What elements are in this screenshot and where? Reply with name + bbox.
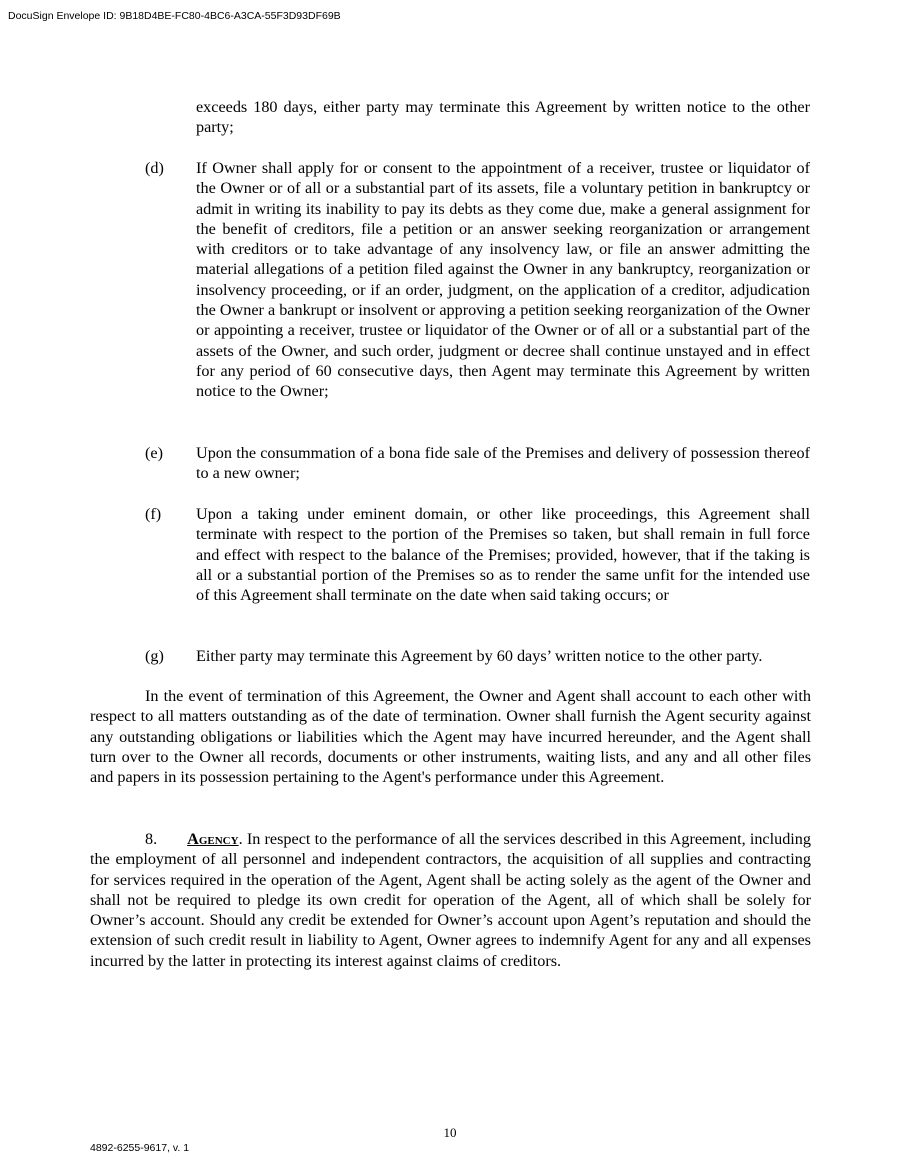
clause-letter: (f): [145, 505, 162, 523]
document-id: 4892-6255-9617, v. 1: [90, 1142, 190, 1154]
clause-text: If Owner shall apply for or consent to the appointment of a receiver, trustee or liquidator of the Owner or of all or a substantial part of its assets, file a voluntary petition in bankruptcy or admit in writing its inability to pay its debts as they come due, make a general assignment for the benefit of creditors, file a petition or an answer seeking reorganization or arrangement with creditors or to take advantage of any insolvency law, or file an answer admitting the material allegations of a petition filed against the Owner in any bankruptcy, reorganization or insolvency proceeding, or if an order, judgment, on the application of a creditor, adjudication the Owner a bankrupt or insolvent or approving a petition seeking reorganization of the Owner or appointing a receiver, trustee or liquidator of the Owner or of all or a substantial part of the assets of the Owner, and such order, judgment or decree shall continue unstayed and in effect for any period of 60 consecutive days, then Agent may terminate this Agreement by written notice to the Owner;: [196, 159, 810, 401]
termination-paragraph: In the event of termination of this Agreement, the Owner and Agent shall account to each other with respect to all matters outstanding as of the date of termination. Owner shall furnish the Agent security against any outstanding obligations or liabilities which the Agent may have incurred hereunder, and the Agent shall turn over to the Owner all records, documents or other instruments, waiting lists, and any and all other files and papers in its possession pertaining to the Agent's performance under this Agreement.: [90, 687, 811, 787]
section-number: 8.: [145, 830, 158, 848]
envelope-id: DocuSign Envelope ID: 9B18D4BE-FC80-4BC6-A3CA-55F3D93DF69B: [8, 10, 341, 22]
clause-letter: (e): [145, 444, 163, 462]
continuation-text: [196, 97, 810, 138]
section-8-paragraph: [90, 829, 811, 971]
page-number: 10: [443, 1125, 457, 1140]
continuation-text-content: exceeds 180 days, either party may terminate this Agreement by written notice to the other party;: [196, 98, 810, 137]
clause-letter: (g): [145, 647, 164, 665]
section-body: . In respect to the performance of all the services described in this Agreement, including the employment of all personnel and independent contractors, the acquisition of all supplies and contracting for services required in the operation of the Agent, Agent shall be acting solely as the agent of the Owner and shall not be required to pledge its own credit for operation of the Agent, all of which shall be solely for Owner’s account. Should any credit be extended for Owner’s account upon Agent’s reputation and should the extension of such credit result in liability to Agent, Owner agrees to indemnify Agent for any and all expenses incurred by the latter in protecting its interest against claims of creditors.: [90, 830, 811, 970]
clause-text: Upon the consummation of a bona fide sale of the Premises and delivery of possession thereof to a new owner;: [196, 444, 810, 483]
clause-text: Either party may terminate this Agreement by 60 days’ written notice to the other party.: [196, 647, 763, 665]
clause-letter: (d): [145, 159, 164, 177]
section-heading: Agency: [187, 830, 239, 848]
clause-text: Upon a taking under eminent domain, or other like proceedings, this Agreement shall terminate with respect to the portion of the Premises so taken, but shall remain in full force and effect with respect to the balance of the Premises; provided, however, that if the taking is all or a substantial portion of the Premises so as to render the same unfit for the intended use of this Agreement shall terminate on the date when said taking occurs; or: [196, 505, 810, 605]
